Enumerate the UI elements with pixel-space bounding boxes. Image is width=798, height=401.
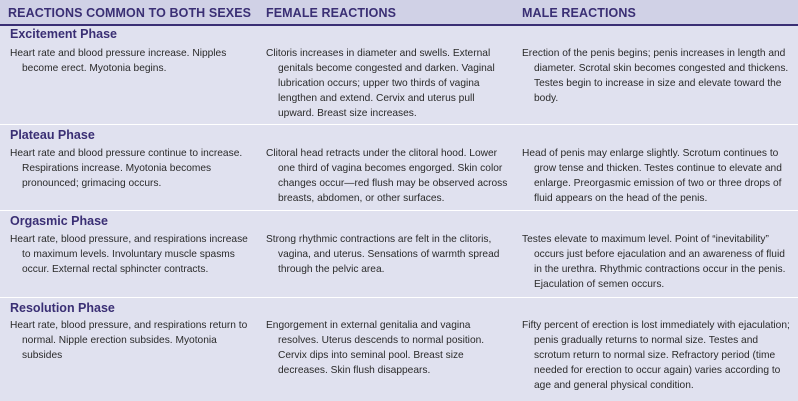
row-divider — [0, 210, 798, 211]
phase-orgasmic — [0, 214, 798, 298]
common-reactions: Heart rate and blood pressure continue to increase. Respirations increase. Myotonia becomes pronounced; grimacing occurs. — [10, 148, 243, 189]
male-reactions: Erection of the penis begins; penis increases in length and diameter. Scrotal skin becomes congested and thickens. Testes begin to increase in size and elevate toward the body. — [522, 48, 789, 104]
header-common: REACTIONS COMMON TO BOTH SEXES — [8, 6, 252, 20]
phase-title: Resolution Phase — [10, 301, 115, 315]
phase-excitement — [0, 27, 798, 122]
female-reactions: Engorgement in external genitalia and vagina resolves. Uterus descends to normal position. Cervix dips into seminal pool. Breast size decreases. Skin flush disappears. — [266, 320, 485, 376]
common-reactions: Heart rate, blood pressure, and respirations increase to maximum levels. Involuntary muscle spasms occur. External rectal sphincter contracts. — [10, 234, 248, 275]
phase-title: Orgasmic Phase — [10, 214, 108, 228]
row-divider — [0, 124, 798, 125]
female-reactions: Clitoris increases in diameter and swells. External genitals become congested and darken. Vaginal lubrication occurs; upper two thirds of vagina lengthen and extend. Cervix and uterus pull upward. Breast size increases. — [266, 48, 495, 119]
common-reactions: Heart rate, blood pressure, and respirations return to normal. Nipple erection subsides. Myotonia subsides — [10, 320, 248, 361]
header-female: FEMALE REACTIONS — [266, 6, 397, 20]
male-reactions: Fifty percent of erection is lost immediately with ejaculation; penis gradually returns to normal size. Testes and scrotum return to normal size. Refractory period (time needed for erection to occur again) varies according to age and general physical condition. — [522, 320, 790, 391]
phase-plateau — [0, 128, 798, 212]
male-reactions: Testes elevate to maximum level. Point of “inevitability” occurs just before ejaculation and an awareness of fluid in the urethra. Rhythmic contractions occur in the penis. Ejaculation of semen occurs. — [522, 234, 786, 290]
common-reactions: Heart rate and blood pressure increase. Nipples become erect. Myotonia begins. — [10, 48, 227, 74]
phase-title: Plateau Phase — [10, 128, 95, 142]
phase-resolution — [0, 301, 798, 399]
header-male: MALE REACTIONS — [522, 6, 636, 20]
male-reactions: Head of penis may enlarge slightly. Scrotum continues to grow tense and thicken. Testes continue to elevate and enlarge. Preorgasmic emission of two or three drops of fluid appears on the head of the penis. — [522, 148, 782, 204]
table-header — [0, 0, 798, 26]
phase-title: Excitement Phase — [10, 27, 117, 41]
row-divider — [0, 297, 798, 298]
female-reactions: Strong rhythmic contractions are felt in the clitoris, vagina, and uterus. Sensations of warmth spread through the pelvic area. — [266, 234, 500, 275]
female-reactions: Clitoral head retracts under the clitoral hood. Lower one third of vagina becomes engorged. Skin color changes occur—red flush may be observed across breasts, abdomen, or other surfaces. — [266, 148, 508, 204]
